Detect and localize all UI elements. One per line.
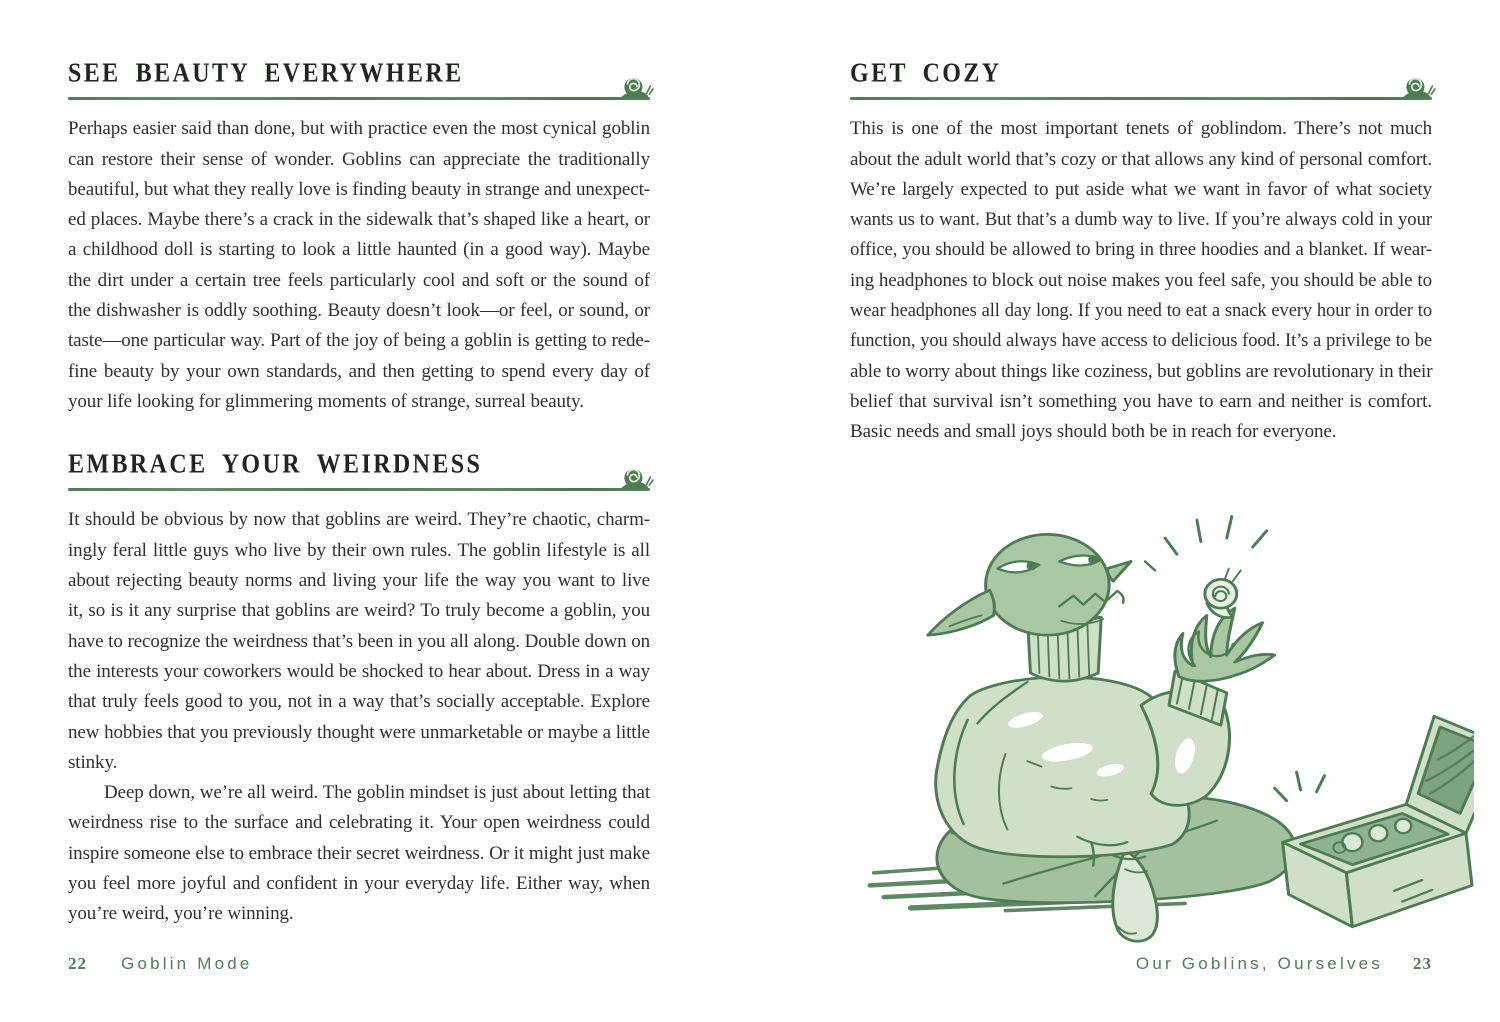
text-line: office, you should be allowed to bring in three hoodies and a blanket. If wear- [850,239,1432,261]
text-line: function, you should always have access to delicious food. It’s a privilege to be [850,331,1432,352]
text-line: a childhood doll is starting to look a little haunted (in a good way). Maybe [68,239,650,261]
text-line: stinky. [68,751,118,773]
section-rule [68,97,650,100]
left-page [68,58,650,930]
paragraph [850,114,1432,447]
text-line: beautiful, but what they really love is finding beauty in strange and unexpect- [68,178,650,200]
text-line: ing headphones to block out noise makes you feel safe, you should be able to [850,269,1432,291]
text-line: the dishwasher is oddly soothing. Beauty doesn’t look—or feel, or sound, or [68,300,650,322]
text-line: it, so is it any surprise that goblins are weird? To truly become a goblin, you [68,600,650,622]
text-line: wear headphones all day long. If you need to eat a snack every hour in order to [850,301,1432,322]
text-line: It should be obvious by now that goblins are weird. They’re chaotic, charm- [68,509,650,531]
sparkle-marks-snail [1145,516,1267,570]
snail-icon [619,466,654,492]
book-title-running-head: Goblin Mode [121,954,253,973]
paragraph [68,778,650,929]
text-line: the interests your coworkers would be shocked to hear about. Dress in a way [68,660,650,682]
text-line: inspire someone else to embrace their secret weirdness. Or it might just make [68,842,650,864]
goblin-raised-arm [1141,671,1229,805]
snail-icon [1401,75,1436,101]
text-line: you’re weird, you’re winning. [68,903,294,925]
text-line: taste—one particular way. Part of the joy of being a goblin is getting to rede- [68,330,650,352]
section-heading: GET COZY [850,58,1002,88]
sparkle-marks-box [1275,772,1325,801]
paragraph [68,505,650,778]
section-heading: SEE BEAUTY EVERYWHERE [68,58,464,88]
text-line: can restore their sense of wonder. Goblins can appreciate the traditionally [68,148,650,170]
left-page-number: 22 [68,954,87,973]
text-line: new hobbies that you previously thought were unmarketable or maybe a little [68,721,650,743]
section-heading: EMBRACE YOUR WEIRDNESS [68,450,483,480]
text-line: the dirt under a certain tree feels particularly cool and soft or the sound of [68,269,650,291]
text-line: have to recognize the weirdness that’s been in you all along. Double down on [68,630,650,652]
goblin-head [928,534,1131,635]
text-line: wants us to want. But that’s a dumb way to live. If you’re always cold in your [850,209,1432,231]
left-footer [68,954,650,974]
paragraph [68,114,650,417]
text-line: This is one of the most important tenets of goblindom. There’s not much [850,118,1432,140]
section-rule [68,488,650,491]
text-line: belief that survival isn’t something you have to earn and neither is comfort. [850,390,1432,412]
text-line: Basic needs and small joys should both be in reach for everyone. [850,421,1337,443]
text-line: Perhaps easier said than done, but with practice even the most cynical goblin [68,118,650,140]
goblin-illustration [856,484,1474,952]
text-line: able to worry about things like coziness, but goblins are revolutionary in their [850,360,1433,382]
section-embrace-weirdness [68,450,650,929]
snail-icon [619,75,654,101]
text-line: weirdness rise to the surface and celebrating it. Your open weirdness could [68,812,650,834]
chapter-title-running-head: Our Goblins, Ourselves [1135,954,1383,973]
text-line: ed places. Maybe there’s a crack in the sidewalk that’s shaped like a heart, or [68,209,650,231]
right-page [850,58,1433,448]
section-rule [850,97,1432,100]
text-line: We’re largely expected to put aside what we want in favor of what society [850,178,1432,200]
right-page-number: 23 [1413,954,1432,973]
text-line: ingly feral little guys who live by their own rules. The goblin lifestyle is all [68,539,650,561]
text-line: about rejecting beauty norms and living your life the way you want to live [68,570,650,592]
goblin-hand [1175,608,1275,681]
text-line: that truly feels good to you, not in a way that’s socially acceptable. Explore [68,691,650,713]
text-line: Deep down, we’re all weird. The goblin mindset is just about letting that [104,782,650,804]
treasure-box [1283,716,1474,927]
right-footer [850,954,1432,974]
section-get-cozy [850,58,1433,448]
text-line: about the adult world that’s cozy or that allows any kind of personal comfort. [850,148,1432,170]
text-line: you feel more joyful and confident in your everyday life. Either way, when [68,873,650,895]
text-line: your life looking for glimmering moments of strange, surreal beauty. [68,390,584,412]
text-line: fine beauty by your own standards, and then getting to spend every day of [68,360,650,382]
section-see-beauty [68,58,650,417]
